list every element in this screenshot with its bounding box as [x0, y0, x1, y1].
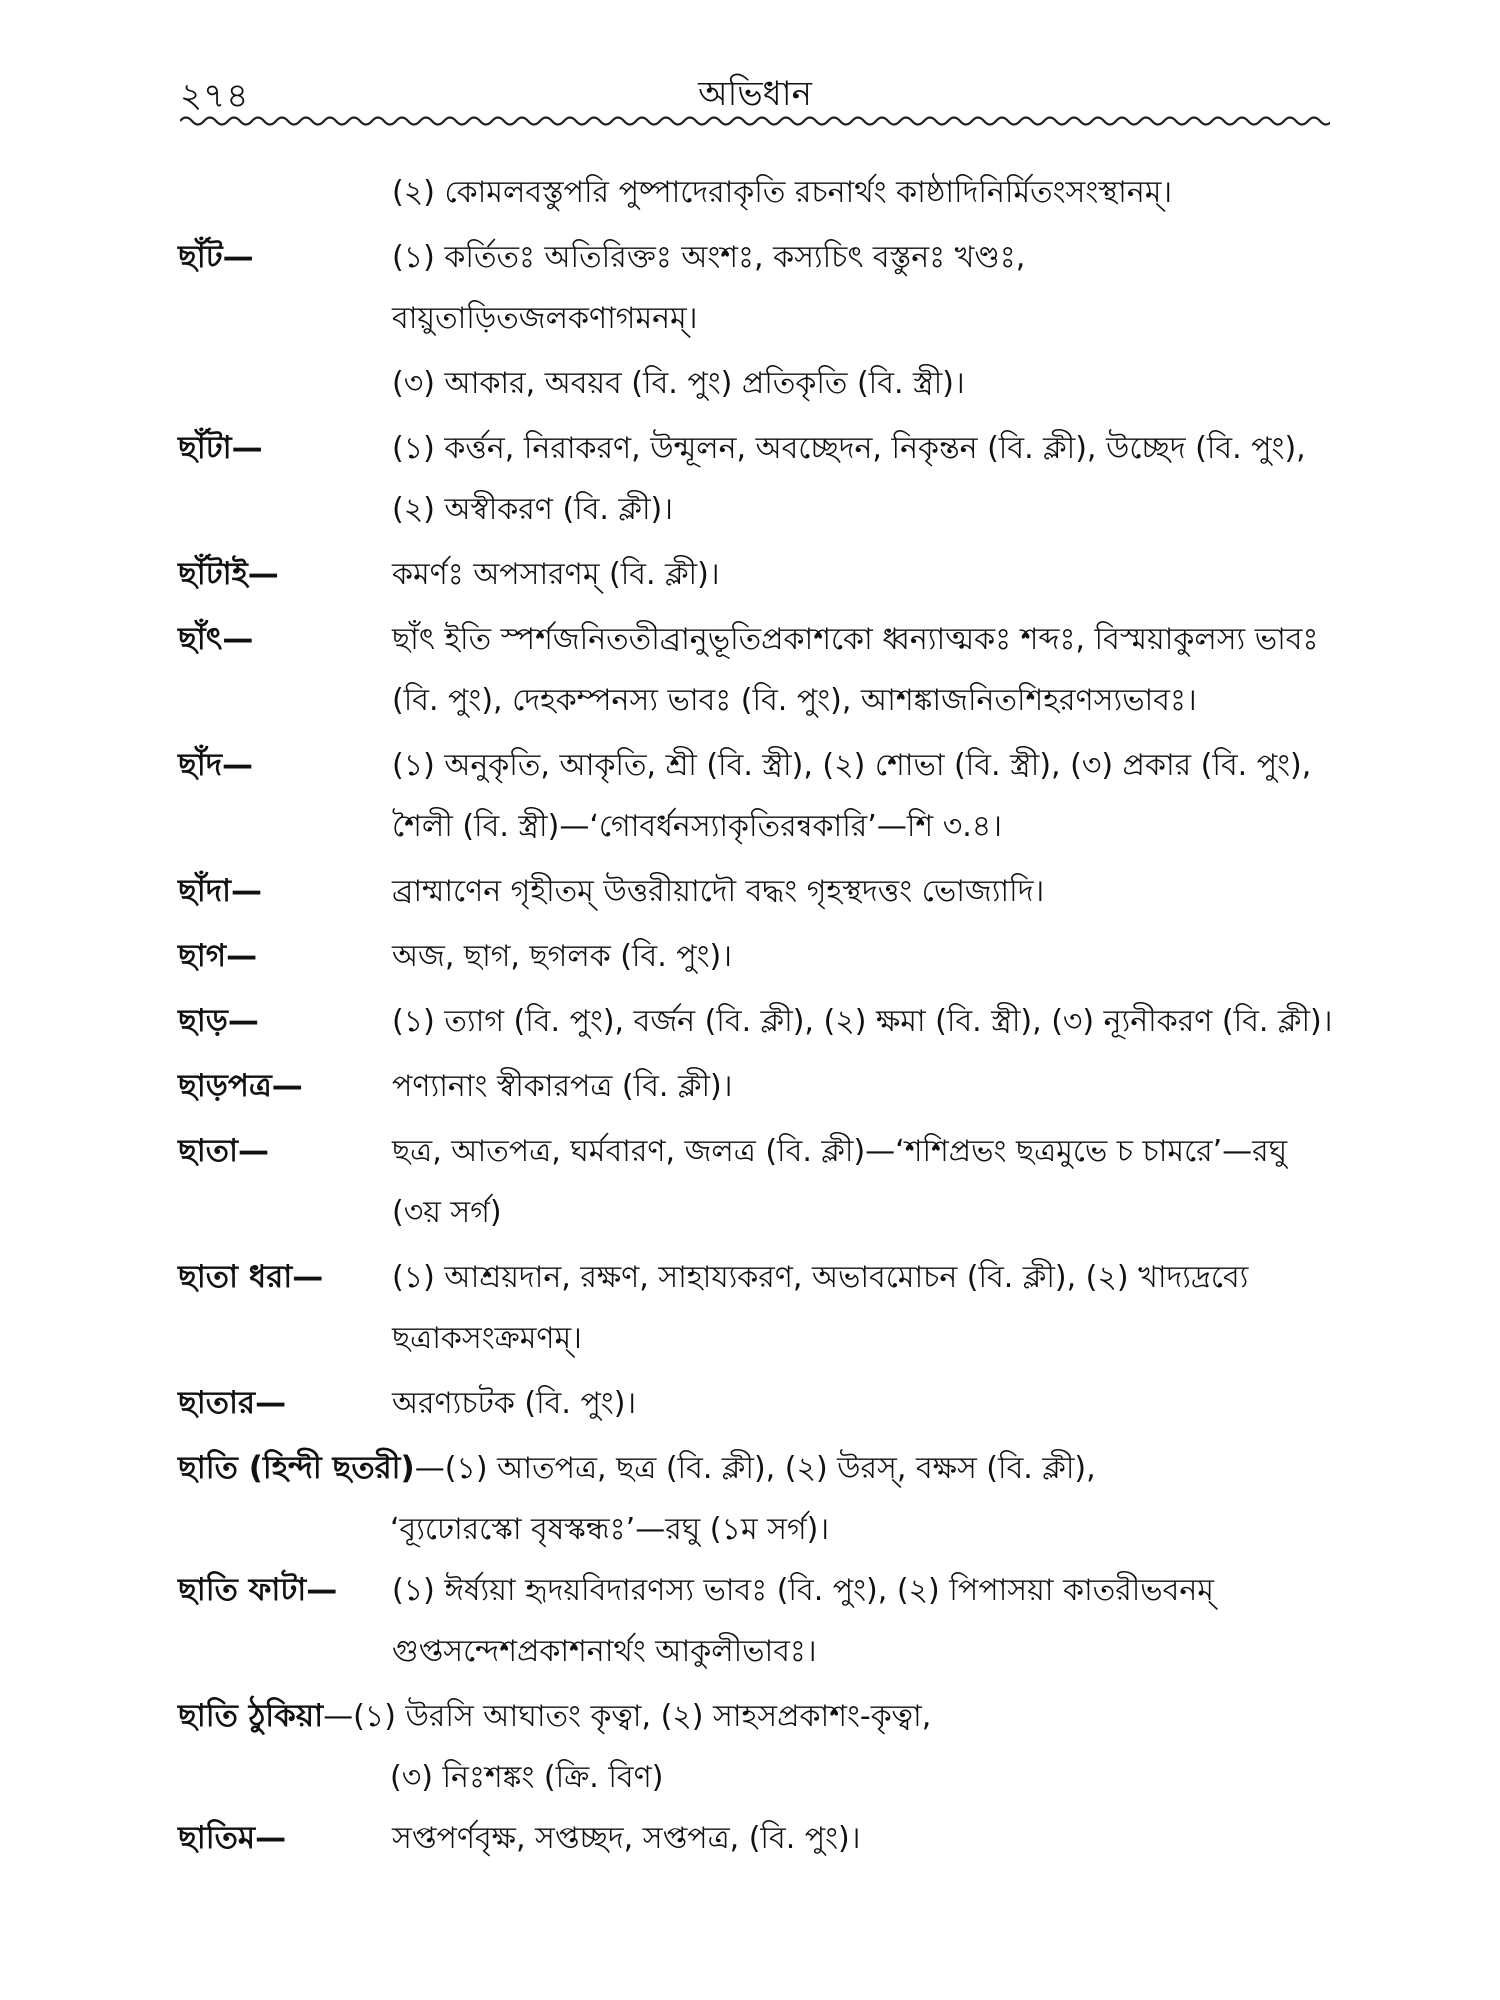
- entry-headword: ছাড়—: [178, 1003, 259, 1039]
- entry-headword: ছাঁদা—: [178, 873, 263, 909]
- entry-headword: ছাঁটা—: [178, 430, 263, 466]
- entry: [178, 1438, 1338, 1560]
- entry-headword: ছাতি ফাটা—: [178, 1572, 338, 1608]
- entry-headword: [178, 162, 388, 223]
- entry-definition: —(১) আতপত্র, ছত্র (বি. ক্লী), (২) উরস্, বক্ষস (বি. ক্লী),: [414, 1451, 1096, 1486]
- entry-definition: (১) ত্যাগ (বি. পুং), বর্জন (বি. ক্লী), (২) ক্ষমা (বি. স্ত্রী), (৩) ন্যূনীকরণ (বি. ক্লী)।: [392, 1004, 1333, 1039]
- entry-headword: ছাঁট—: [178, 239, 254, 275]
- entry-definition: অরণ্যচটক (বি. পুং)।: [392, 1386, 637, 1421]
- page-header: [180, 60, 1330, 120]
- entry: [178, 544, 1338, 605]
- entry: [178, 1808, 1338, 1869]
- entry: [178, 162, 1338, 223]
- running-head: অভিধান: [698, 74, 812, 114]
- entry: [178, 926, 1338, 987]
- entry-headword: ছাতি (হিন্দী ছতরী): [178, 1450, 415, 1486]
- entry-definition: (১) কর্ত্তন, নিরাকরণ, উন্মূলন, অবচ্ছেদন, নিকৃন্তন (বি. ক্লী), উচ্ছেদ (বি. পুং), (২) অস্বীকরণ (বি. ক্লী)।: [392, 431, 1306, 527]
- entry: [178, 1121, 1338, 1243]
- entry: [178, 1247, 1338, 1369]
- entry-definition: ছত্র, আতপত্র, ঘর্মবারণ, জলত্র (বি. ক্লী)—‘শশিপ্রভং ছত্রমুভে চ চামরে’—রঘু (৩য় সর্গ): [392, 1134, 1288, 1230]
- entry-definition-continued: ‘ব্যূঢোরস্কো বৃষস্কন্ধঃ’—রঘু (১ম সর্গ)।: [390, 1512, 830, 1547]
- entry-headword: ছাগ—: [178, 938, 258, 974]
- entry-definition: (১) কর্তিতঃ অতিরিক্তঃ অংশঃ, কস্যচিৎ বস্তুনঃ খণ্ডঃ, বায়ুতাড়িতজলকণাগমনম্।: [392, 240, 1026, 336]
- entry-headword: ছাড়পত্র—: [178, 1068, 303, 1104]
- entry: [178, 227, 1338, 349]
- entry-headword: ছাতি ঠুকিয়া: [178, 1698, 324, 1734]
- entry: [178, 1686, 1338, 1808]
- entry: [178, 1560, 1338, 1682]
- entry-definition: কমর্ণঃ অপসারণম্ (বি. ক্লী)।: [392, 557, 720, 592]
- entry-definition: ব্রাম্মাণেন গৃহীতম্ উত্তরীয়াদৌ বদ্ধং গৃহস্থদত্তং ভোজ্যাদি।: [392, 874, 1045, 909]
- entry-definition: (১) আশ্রয়দান, রক্ষণ, সাহায্যকরণ, অভাবমোচন (বি. ক্লী), (২) খাদ্যদ্রব্যে ছত্রাকসংক্রমণম্।: [392, 1260, 1249, 1356]
- page-number: ২৭৪: [180, 76, 250, 116]
- entry-list: [178, 162, 1338, 1873]
- entry: [178, 609, 1338, 731]
- entry-definition: অজ, ছাগ, ছগলক (বি. পুং)।: [392, 939, 732, 974]
- entry-headword: ছাতার—: [178, 1385, 287, 1421]
- entry-headword: ছাতিম—: [178, 1820, 287, 1856]
- entry-definition: সপ্তপর্ণবৃক্ষ, সপ্তচ্ছদ, সপ্তপত্র, (বি. পুং)।: [392, 1821, 861, 1856]
- entry-headword: ছাঁদ—: [178, 747, 254, 783]
- entry-definition: —(১) উরসি আঘাতং কৃত্বা, (২) সাহসপ্রকাশং-কৃত্বা,: [323, 1699, 932, 1734]
- entry-definition: (৩) আকার, অবয়ব (বি. পুং) প্রতিকৃতি (বি. স্ত্রী)।: [392, 366, 965, 401]
- entry: [178, 1056, 1338, 1117]
- entry: [178, 735, 1338, 857]
- entry-definition: (২) কোমলবস্তুপরি পুষ্পাদেরাকৃতি রচনার্থং কাষ্ঠাদিনির্মিতংসংস্থানম্।: [392, 175, 1173, 210]
- entry: [178, 353, 1338, 414]
- entry-headword: ছাতা—: [178, 1133, 270, 1169]
- entry-headword: ছাঁৎ—: [178, 621, 254, 657]
- entry-definition: (১) ঈর্ষ্যয়া হৃদয়বিদারণস্য ভাবঃ (বি. পুং), (২) পিপাসয়া কাতরীভবনম্ গুপ্তসন্দেশপ্রকাশনার্থং আকুলীভাবঃ।: [392, 1573, 1214, 1669]
- entry-headword: [178, 353, 388, 414]
- entry: [178, 861, 1338, 922]
- entry: [178, 1373, 1338, 1434]
- entry-headword: ছাঁটাই—: [178, 556, 279, 592]
- entry: [178, 991, 1338, 1052]
- entry-headword: ছাতা ধরা—: [178, 1259, 324, 1295]
- entry-definition: পণ্যানাং স্বীকারপত্র (বি. ক্লী)।: [392, 1069, 733, 1104]
- entry-definition: (১) অনুকৃতি, আকৃতি, শ্রী (বি. স্ত্রী), (২) শোভা (বি. স্ত্রী), (৩) প্রকার (বি. পুং), শৈলী (বি. স্ত্রী)—‘গোবর্ধনস্যাকৃতিরন্বকারি’—শি ৩.৪।: [392, 748, 1312, 844]
- entry-definition: ছাঁৎ ইতি স্পর্শজনিততীব্রানুভূতিপ্রকাশকো ধ্বন্যাত্মকঃ শব্দঃ, বিস্ময়াকুলস্য ভাবঃ (বি. পুং), দেহকম্পনস্য ভাবঃ (বি. পুং), আশঙ্কাজনিতশিহরণস্যভাবঃ।: [392, 622, 1319, 718]
- entry: [178, 418, 1338, 540]
- entry-definition-continued: (৩) নিঃশঙ্কং (ক্রি. বিণ): [390, 1760, 664, 1795]
- wavy-rule: [180, 112, 1330, 130]
